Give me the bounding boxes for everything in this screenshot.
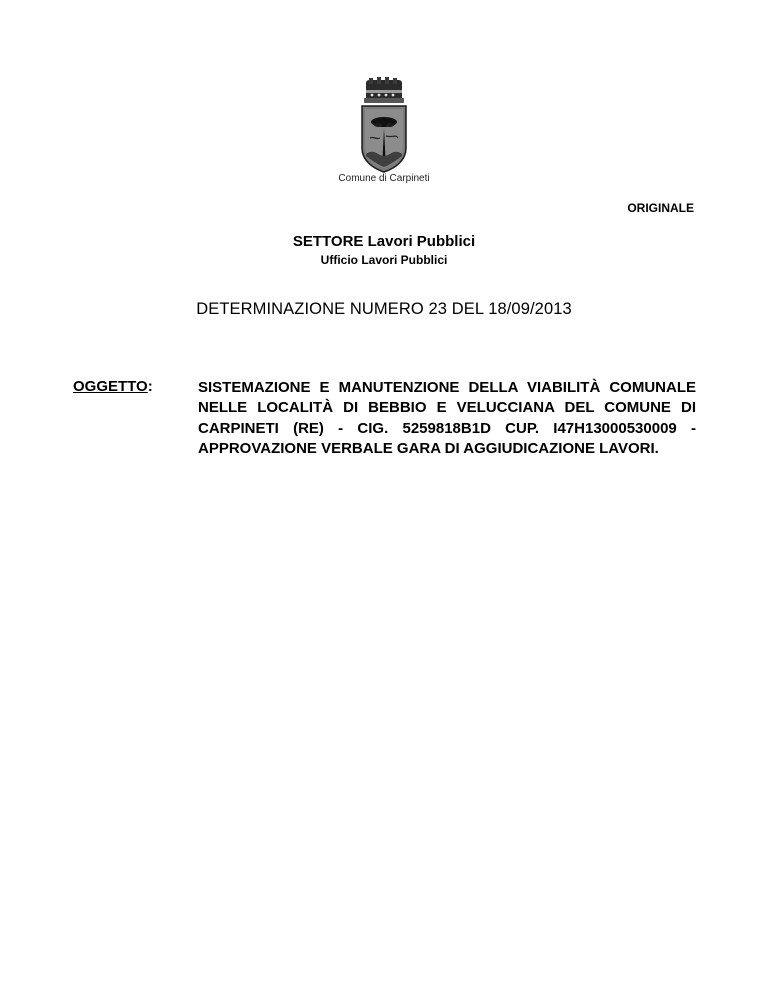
subject-label-text: OGGETTO — [73, 378, 148, 395]
subject-label: OGGETTO: — [73, 378, 153, 395]
department-name: Lavori Pubblici — [367, 233, 476, 250]
crown-icon — [364, 77, 404, 103]
coat-of-arms-logo — [352, 76, 416, 176]
department-prefix: SETTORE — [292, 233, 364, 250]
document-status-label: ORIGINALE — [627, 201, 694, 215]
subject-text: SISTEMAZIONE E MANUTENZIONE DELLA VIABILITÀ COMUNALE NELLE LOCALITÀ DI BEBBIO E VELUCCIANA DEL COMUNE DI CARPINETI (RE) - CIG. 5259818B1D CUP. I47H13000530009 - APPROVAZIONE VERBALE GARA DI AGGIUDICAZIONE LAVORI. — [198, 379, 696, 457]
office-subtitle: Ufficio Lavori Pubblici — [320, 253, 448, 267]
determination-title: DETERMINAZIONE NUMERO 23 DEL 18/09/2013 — [196, 300, 572, 318]
department-title — [0, 233, 768, 250]
municipality-name: Comune di Carpineti — [338, 173, 430, 184]
